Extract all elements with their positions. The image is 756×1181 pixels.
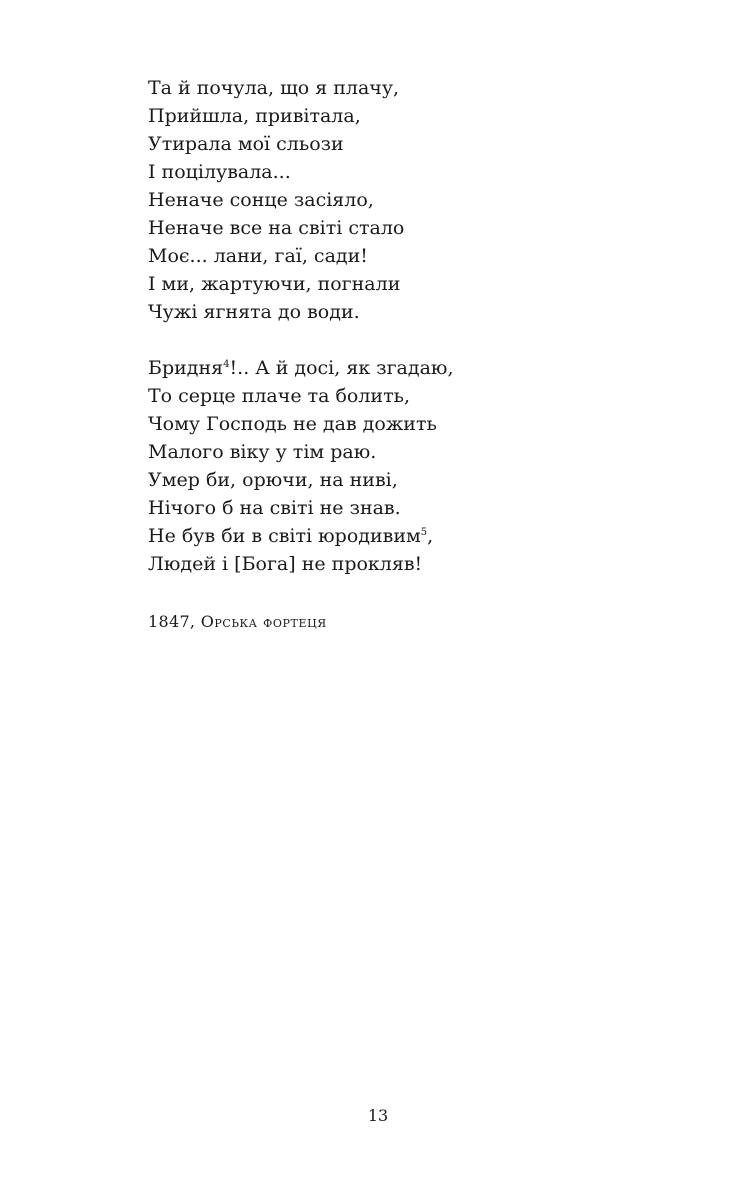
poem-line: І поцілувала... <box>148 161 291 183</box>
line-text: Не був би в світі юродивим <box>148 525 421 547</box>
poem-line: Нічого б на світі не знав. <box>148 497 401 519</box>
poem-dateline <box>148 610 327 634</box>
line-text: !.. А й досі, як згадаю, <box>229 357 454 379</box>
poem-line: Чому Господь не дав дожить <box>148 413 437 435</box>
poem-line: І ми, жартуючи, погнали <box>148 273 401 295</box>
stanza-2 <box>148 354 708 578</box>
poem-line: Неначе сонце засіяло, <box>148 189 374 211</box>
poem-line <box>148 354 708 382</box>
poem-line: Малого віку у тім раю. <box>148 441 377 463</box>
poem-line: То серце плаче та болить, <box>148 385 410 407</box>
poem-line: Людей і [Бога] не прокляв! <box>148 553 423 575</box>
footnote-marker: 4 <box>223 359 230 370</box>
poem-line: Та й почула, що я плачу, <box>148 77 400 99</box>
poem-line: Умер би, орючи, на ниві, <box>148 469 398 491</box>
line-text: Бридня <box>148 357 224 379</box>
footnote-marker: 5 <box>420 527 428 538</box>
poem-line: Чужі ягнята до води. <box>148 301 360 323</box>
poem-line: Неначе все на світі стало <box>148 217 405 239</box>
poem-line: Моє... лани, гаї, сади! <box>148 245 368 267</box>
poem-line <box>148 522 708 550</box>
dateline-year: 1847, <box>148 612 196 631</box>
stanza-1 <box>148 74 708 326</box>
poem-text <box>148 74 708 578</box>
dateline-place: Орська фортеця <box>200 612 327 631</box>
poem-line: Прийшла, привітала, <box>148 105 361 127</box>
page-number: 13 <box>367 1106 389 1125</box>
poem-line: Утирала мої сльози <box>148 133 344 155</box>
line-text: , <box>427 525 434 547</box>
